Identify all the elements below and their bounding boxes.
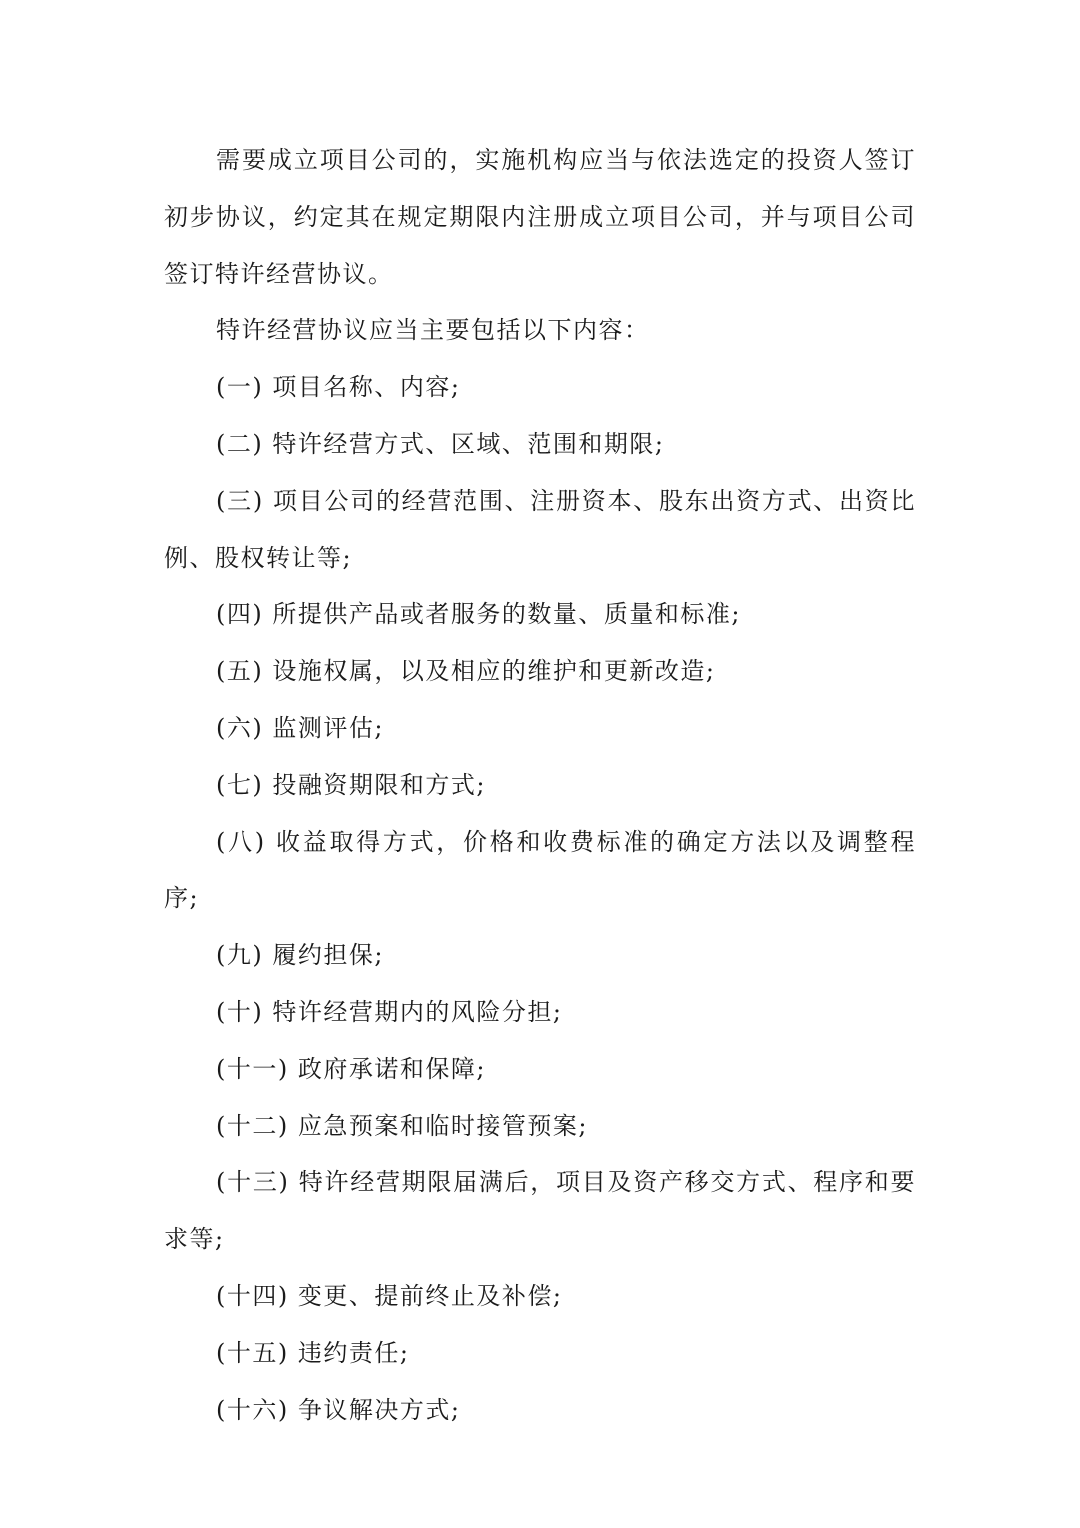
paragraph-intro: 需要成立项目公司的，实施机构应当与依法选定的投资人签订初步协议，约定其在规定期限内注册成立项目公司，并与项目公司签订特许经营协议。: [164, 146, 916, 288]
list-item-3: (三) 项目公司的经营范围、注册资本、股东出资方式、出资比例、股权转让等;: [164, 486, 916, 572]
list-item-13: (十三) 特许经营期限届满后，项目及资产移交方式、程序和要求等;: [164, 1168, 916, 1254]
list-item-14: (十四) 变更、提前终止及补偿;: [216, 1281, 563, 1310]
list-item-15: (十五) 违约责任;: [216, 1338, 410, 1367]
document-body: [164, 132, 916, 1438]
list-item-10: (十) 特许经营期内的风险分担;: [216, 997, 563, 1026]
list-item-1: (一) 项目名称、内容;: [216, 373, 461, 402]
list-item-7: (七) 投融资期限和方式;: [216, 770, 486, 799]
list-item-8: (八) 收益取得方式，价格和收费标准的确定方法以及调整程序;: [164, 827, 916, 913]
list-item-6: (六) 监测评估;: [216, 713, 384, 742]
list-item-12: (十二) 应急预案和临时接管预案;: [216, 1111, 588, 1140]
list-item-11: (十一) 政府承诺和保障;: [216, 1054, 486, 1083]
paragraph-contents-heading: 特许经营协议应当主要包括以下内容：: [216, 316, 650, 345]
list-item-4: (四) 所提供产品或者服务的数量、质量和标准;: [216, 600, 741, 629]
list-item-9: (九) 履约担保;: [216, 941, 384, 970]
list-item-16: (十六) 争议解决方式;: [216, 1395, 461, 1424]
list-item-5: (五) 设施权属，以及相应的维护和更新改造;: [216, 657, 716, 686]
list-item-2: (二) 特许经营方式、区域、范围和期限;: [216, 429, 665, 458]
